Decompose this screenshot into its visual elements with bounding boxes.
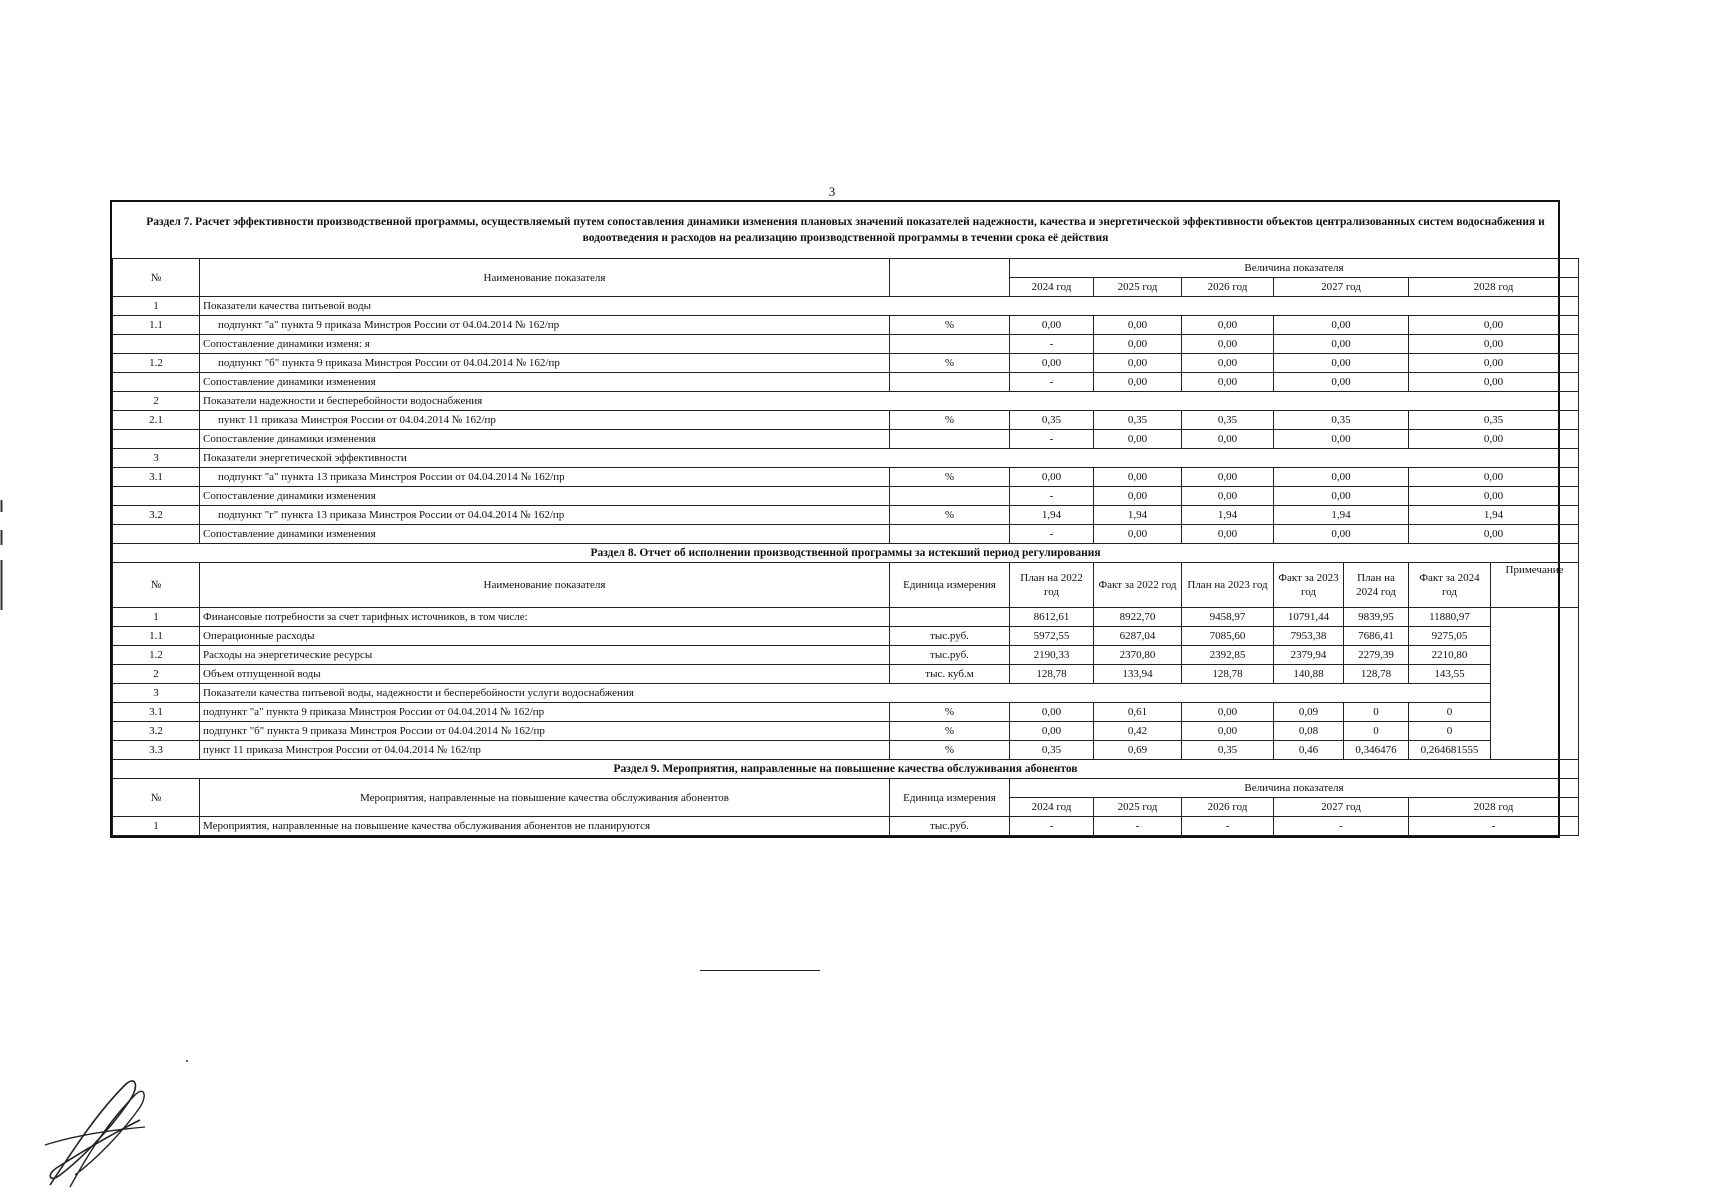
indicator-name: Операционные расходы	[200, 627, 890, 646]
unit-cell: %	[890, 468, 1010, 487]
value-cell: 0,00	[1182, 703, 1274, 722]
data-row	[113, 468, 1579, 487]
data-row	[113, 430, 1579, 449]
data-row	[113, 506, 1579, 525]
section9-title: Раздел 9. Мероприятия, направленные на повышение качества обслуживания абонентов	[113, 760, 1579, 779]
header-indicator-name: Наименование показателя	[200, 259, 890, 297]
value-cell: 0,00	[1094, 373, 1182, 392]
indicator-name: Финансовые потребности за счет тарифных источников, в том числе:	[200, 608, 890, 627]
data-row	[113, 316, 1579, 335]
value-cell: 0,09	[1274, 703, 1344, 722]
row-number: 1.1	[113, 316, 200, 335]
value-cell: 0,00	[1094, 335, 1182, 354]
data-row	[113, 411, 1579, 430]
row-number: 3.1	[113, 703, 200, 722]
value-cell: 0,35	[1409, 411, 1579, 430]
header-num: №	[113, 259, 200, 297]
row-number: 3	[113, 449, 200, 468]
value-cell: 0,35	[1182, 741, 1274, 760]
value-cell: -	[1010, 525, 1094, 544]
indicator-name: Показатели надежности и бесперебойности водоснабжения	[200, 392, 1579, 411]
value-cell: 0,35	[1182, 411, 1274, 430]
value-cell: 0,00	[1094, 316, 1182, 335]
value-cell: 0	[1409, 722, 1491, 741]
row-number: 2	[113, 392, 200, 411]
unit-cell	[890, 373, 1010, 392]
row-number: 3.2	[113, 722, 200, 741]
row-number: 3.1	[113, 468, 200, 487]
row-number	[113, 525, 200, 544]
header-year: 2027 год	[1274, 278, 1409, 297]
value-cell: 0,00	[1182, 354, 1274, 373]
value-cell: 0,346476	[1344, 741, 1409, 760]
indicator-name: пункт 11 приказа Минстроя России от 04.04.2014 № 162/пр	[200, 411, 890, 430]
value-cell: 11880,97	[1409, 608, 1491, 627]
section8-title: Раздел 8. Отчет об исполнении производственной программы за истекший период регулирования	[113, 544, 1579, 563]
header-unit-empty	[890, 259, 1010, 297]
value-cell: 0,00	[1182, 525, 1274, 544]
value-cell: 9458,97	[1182, 608, 1274, 627]
value-cell: 2190,33	[1010, 646, 1094, 665]
header-year: 2027 год	[1274, 798, 1409, 817]
indicator-name: Сопоставление динамики изменения	[200, 487, 890, 506]
end-of-page-line	[700, 970, 820, 971]
value-cell: 2210,80	[1409, 646, 1491, 665]
data-row	[113, 741, 1579, 760]
unit-cell: %	[890, 411, 1010, 430]
header-year: 2024 год	[1010, 798, 1094, 817]
value-cell: 0,00	[1409, 468, 1579, 487]
value-cell: 0,61	[1094, 703, 1182, 722]
unit-cell	[890, 608, 1010, 627]
value-cell: 0,35	[1094, 411, 1182, 430]
section8-title-row	[113, 544, 1579, 563]
indicator-name: Сопоставление динамики изменя: я	[200, 335, 890, 354]
margin-marks	[0, 500, 3, 610]
unit-cell: %	[890, 316, 1010, 335]
value-cell: 5972,55	[1010, 627, 1094, 646]
value-cell: 133,94	[1094, 665, 1182, 684]
row-number: 1.2	[113, 354, 200, 373]
value-cell: 0,00	[1094, 468, 1182, 487]
value-cell: 0,00	[1182, 373, 1274, 392]
header-year: 2028 год	[1409, 278, 1579, 297]
unit-cell: %	[890, 506, 1010, 525]
row-number: 3.3	[113, 741, 200, 760]
value-cell: 0,00	[1274, 468, 1409, 487]
value-cell: 0,00	[1094, 525, 1182, 544]
indicator-name: Расходы на энергетические ресурсы	[200, 646, 890, 665]
row-number: 2	[113, 665, 200, 684]
value-cell: 1,94	[1274, 506, 1409, 525]
value-cell: 6287,04	[1094, 627, 1182, 646]
indicator-name: подпункт "а" пункта 9 приказа Минстроя России от 04.04.2014 № 162/пр	[200, 316, 890, 335]
unit-cell: тыс.руб.	[890, 627, 1010, 646]
indicator-name: Показатели качества питьевой воды, надежности и бесперебойности услуги водоснабжения	[200, 684, 1491, 703]
value-cell: 0,00	[1094, 430, 1182, 449]
value-cell: 1,94	[1094, 506, 1182, 525]
header-period: Факт за 2022 год	[1094, 563, 1182, 608]
value-cell: 0,00	[1409, 525, 1579, 544]
indicator-name: Показатели качества питьевой воды	[200, 297, 1579, 316]
value-cell: 8612,61	[1010, 608, 1094, 627]
header-indicator-value: Величина показателя	[1010, 259, 1579, 278]
data-row	[113, 373, 1579, 392]
measure-name: Мероприятия, направленные на повышение качества обслуживания абонентов не планируются	[200, 817, 890, 836]
unit-cell: тыс. куб.м	[890, 665, 1010, 684]
value-cell: 0,00	[1010, 354, 1094, 373]
value-cell: 0,00	[1409, 430, 1579, 449]
value-cell: -	[1010, 335, 1094, 354]
header-year: 2024 год	[1010, 278, 1094, 297]
value-cell: 0,00	[1409, 354, 1579, 373]
value-cell: 1,94	[1182, 506, 1274, 525]
value-cell: 0,00	[1182, 722, 1274, 741]
value-cell: 140,88	[1274, 665, 1344, 684]
row-number: 3.2	[113, 506, 200, 525]
group-row	[113, 449, 1579, 468]
value-cell: 0,00	[1182, 316, 1274, 335]
value-cell: -	[1010, 817, 1094, 836]
data-row	[113, 354, 1579, 373]
row-number	[113, 430, 200, 449]
row-number: 2.1	[113, 411, 200, 430]
section9-header-row-1	[113, 779, 1579, 798]
header-year: 2028 год	[1409, 798, 1579, 817]
data-row	[113, 646, 1579, 665]
data-row	[113, 722, 1579, 741]
value-cell: 10791,44	[1274, 608, 1344, 627]
value-cell: 143,55	[1409, 665, 1491, 684]
section7-header-row-1	[113, 259, 1579, 278]
value-cell: 0,00	[1182, 487, 1274, 506]
value-cell: 2279,39	[1344, 646, 1409, 665]
row-number: 1.2	[113, 646, 200, 665]
value-cell: 0,00	[1274, 335, 1409, 354]
value-cell: 0,00	[1409, 316, 1579, 335]
value-cell: 0,00	[1274, 487, 1409, 506]
value-cell: 128,78	[1010, 665, 1094, 684]
value-cell: 0	[1409, 703, 1491, 722]
row-number	[113, 373, 200, 392]
value-cell: 0,00	[1094, 354, 1182, 373]
value-cell: 0,00	[1182, 468, 1274, 487]
header-num: №	[113, 779, 200, 817]
row-number: 1	[113, 608, 200, 627]
indicator-name: подпункт "а" пункта 13 приказа Минстроя России от 04.04.2014 № 162/пр	[200, 468, 890, 487]
header-year: 2025 год	[1094, 798, 1182, 817]
data-row	[113, 335, 1579, 354]
unit-cell	[890, 335, 1010, 354]
data-row	[113, 608, 1579, 627]
value-cell: -	[1094, 817, 1182, 836]
value-cell: 0,00	[1274, 373, 1409, 392]
value-cell: 0,00	[1010, 316, 1094, 335]
value-cell: 0,42	[1094, 722, 1182, 741]
header-num: №	[113, 563, 200, 608]
indicator-name: пункт 11 приказа Минстроя России от 04.04.2014 № 162/пр	[200, 741, 890, 760]
header-period: Факт за 2024 год	[1409, 563, 1491, 608]
value-cell: 0,00	[1010, 468, 1094, 487]
value-cell: 0,00	[1274, 525, 1409, 544]
unit-cell	[890, 430, 1010, 449]
indicator-name: подпункт "б" пункта 9 приказа Минстроя России от 04.04.2014 № 162/пр	[200, 354, 890, 373]
header-period: Факт за 2023 год	[1274, 563, 1344, 608]
value-cell: 0,46	[1274, 741, 1344, 760]
value-cell: -	[1409, 817, 1579, 836]
value-cell: 7085,60	[1182, 627, 1274, 646]
row-number: 3	[113, 684, 200, 703]
value-cell: 0,00	[1274, 430, 1409, 449]
header-measure-name: Мероприятия, направленные на повышение качества обслуживания абонентов	[200, 779, 890, 817]
header-note: Примечание	[1491, 563, 1579, 608]
value-cell: 8922,70	[1094, 608, 1182, 627]
group-row	[113, 684, 1579, 703]
value-cell: 0,00	[1409, 335, 1579, 354]
row-number	[113, 335, 200, 354]
value-cell: 0,00	[1274, 316, 1409, 335]
section9-title-row	[113, 760, 1579, 779]
value-cell: -	[1274, 817, 1409, 836]
value-cell: 0,00	[1182, 430, 1274, 449]
value-cell: 128,78	[1344, 665, 1409, 684]
value-cell: 1,94	[1010, 506, 1094, 525]
header-period: План на 2022 год	[1010, 563, 1094, 608]
indicator-name: Сопоставление динамики изменения	[200, 525, 890, 544]
header-year: 2026 год	[1182, 278, 1274, 297]
value-cell: 0,00	[1274, 354, 1409, 373]
data-row	[113, 525, 1579, 544]
group-row	[113, 297, 1579, 316]
unit-cell	[890, 487, 1010, 506]
handwritten-signature	[40, 1075, 150, 1195]
data-row	[113, 703, 1579, 722]
row-number: 1	[113, 297, 200, 316]
header-period: План на 2023 год	[1182, 563, 1274, 608]
data-row	[113, 817, 1579, 836]
unit-cell: %	[890, 354, 1010, 373]
indicator-name: Показатели энергетической эффективности	[200, 449, 1579, 468]
indicator-name: Объем отпущенной воды	[200, 665, 890, 684]
value-cell: 0,00	[1010, 722, 1094, 741]
value-cell: 0,00	[1182, 335, 1274, 354]
value-cell: 0	[1344, 722, 1409, 741]
value-cell: 2370,80	[1094, 646, 1182, 665]
value-cell: 9839,95	[1344, 608, 1409, 627]
section8-header-row	[113, 563, 1579, 608]
value-cell: 2379,94	[1274, 646, 1344, 665]
program-report-table	[112, 202, 1579, 836]
header-year: 2026 год	[1182, 798, 1274, 817]
value-cell: 0,00	[1094, 487, 1182, 506]
value-cell: 0,00	[1409, 487, 1579, 506]
indicator-name: Сопоставление динамики изменения	[200, 430, 890, 449]
value-cell: 0,35	[1274, 411, 1409, 430]
header-unit: Единица измерения	[890, 779, 1010, 817]
section7-title: Раздел 7. Расчет эффективности производственной программы, осуществляемый путем сопоставления динамики изменения плановых значений показателей надежности, качества и энергетической эффективности объектов централизованных систем водоснабжения и водоотведения и расходов на реализацию производственной программы в течении срока её действия	[113, 202, 1579, 259]
value-cell: 0,08	[1274, 722, 1344, 741]
value-cell: 0	[1344, 703, 1409, 722]
value-cell: 0,69	[1094, 741, 1182, 760]
data-row	[113, 487, 1579, 506]
page-number: 3	[828, 184, 836, 199]
header-period: План на 2024 год	[1344, 563, 1409, 608]
value-cell: 1,94	[1409, 506, 1579, 525]
header-unit: Единица измерения	[890, 563, 1010, 608]
indicator-name: подпункт "г" пункта 13 приказа Минстроя России от 04.04.2014 № 162/пр	[200, 506, 890, 525]
header-indicator-value: Величина показателя	[1010, 779, 1579, 798]
value-cell: 0,35	[1010, 411, 1094, 430]
value-cell: 0,00	[1010, 703, 1094, 722]
row-number	[113, 487, 200, 506]
unit-cell: %	[890, 741, 1010, 760]
group-row	[113, 392, 1579, 411]
value-cell: 7953,38	[1274, 627, 1344, 646]
value-cell: -	[1010, 373, 1094, 392]
report-sheet	[110, 200, 1564, 838]
header-year: 2025 год	[1094, 278, 1182, 297]
section7-title-row	[113, 202, 1579, 259]
data-row	[113, 665, 1579, 684]
value-cell: 0,264681555	[1409, 741, 1491, 760]
value-cell: -	[1010, 430, 1094, 449]
value-cell: -	[1182, 817, 1274, 836]
ink-dot	[186, 1060, 188, 1062]
value-cell: 0,35	[1010, 741, 1094, 760]
row-number: 1	[113, 817, 200, 836]
indicator-name: подпункт "а" пункта 9 приказа Минстроя России от 04.04.2014 № 162/пр	[200, 703, 890, 722]
unit-cell: %	[890, 703, 1010, 722]
value-cell: 9275,05	[1409, 627, 1491, 646]
row-number: 1.1	[113, 627, 200, 646]
note-cell	[1491, 608, 1579, 760]
header-indicator-name: Наименование показателя	[200, 563, 890, 608]
value-cell: -	[1010, 487, 1094, 506]
unit-cell: тыс.руб.	[890, 646, 1010, 665]
value-cell: 128,78	[1182, 665, 1274, 684]
value-cell: 7686,41	[1344, 627, 1409, 646]
value-cell: 0,00	[1409, 373, 1579, 392]
value-cell: 2392,85	[1182, 646, 1274, 665]
indicator-name: Сопоставление динамики изменения	[200, 373, 890, 392]
unit-cell	[890, 525, 1010, 544]
indicator-name: подпункт "б" пункта 9 приказа Минстроя России от 04.04.2014 № 162/пр	[200, 722, 890, 741]
unit-cell: %	[890, 722, 1010, 741]
unit-cell: тыс.руб.	[890, 817, 1010, 836]
data-row	[113, 627, 1579, 646]
